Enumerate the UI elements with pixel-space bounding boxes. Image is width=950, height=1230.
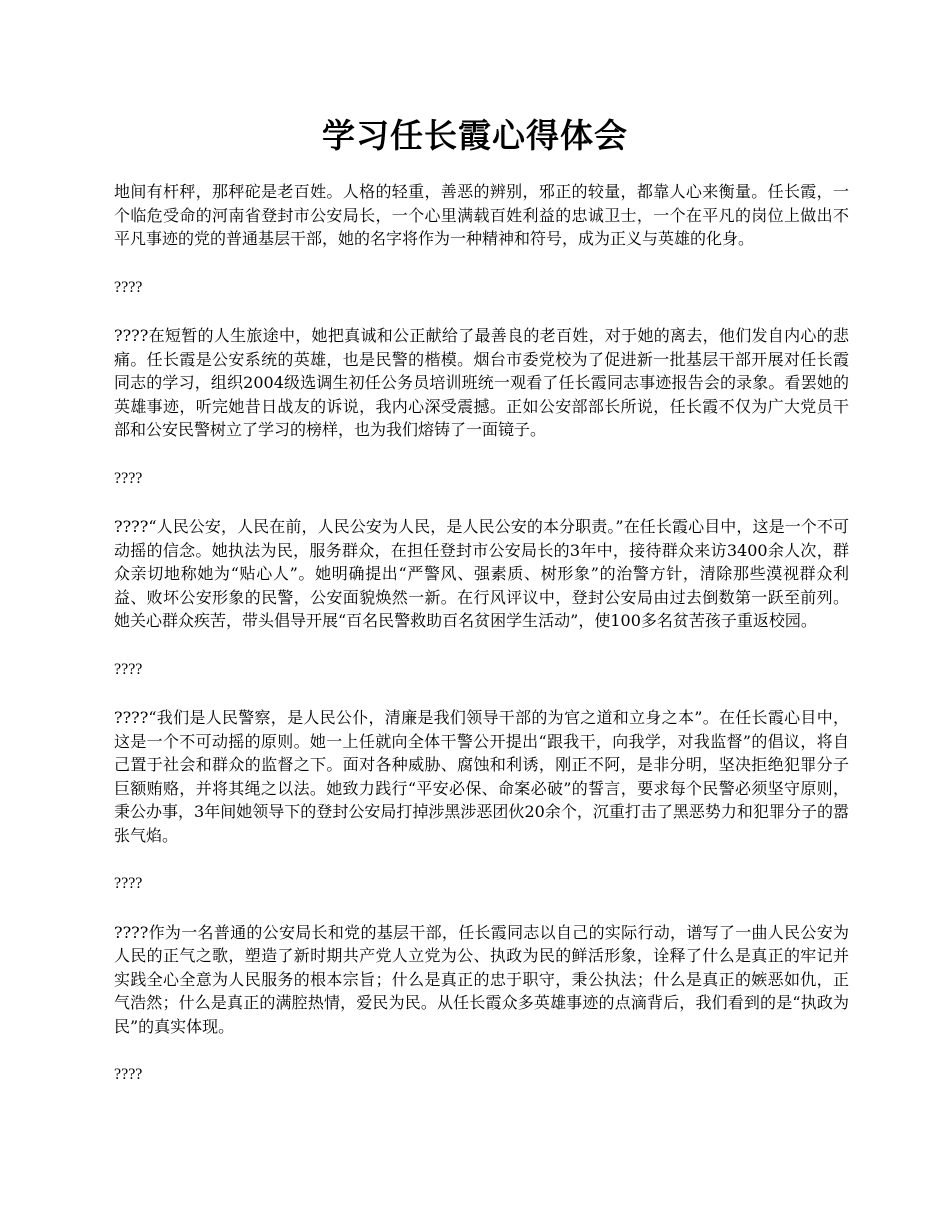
paragraph-intro: 地间有杆秤，那秤砣是老百姓。人格的轻重，善恶的辨别，邪正的较量，都靠人心来衡量。任长霞，一个临危受命的河南省登封市公安局长，一个心里满载百姓利益的忠诚卫士，一个在平凡的岗位上做出不平凡事迹的党的普通基层干部，她的名字将作为一种精神和符号，成为正义与英雄的化身。	[114, 182, 849, 248]
page-title: 学习任长霞心得体会	[322, 116, 628, 155]
placeholder-marker: ????	[114, 469, 143, 487]
placeholder-marker: ????	[114, 1066, 143, 1083]
placeholder-marker: ????	[114, 278, 143, 296]
document-body	[114, 180, 849, 1112]
placeholder-marker: ????	[114, 875, 143, 892]
paragraph-conclusion: ????作为一名普通的公安局长和党的基层干部，任长霞同志以自己的实际行动，谱写了一曲人民公安为人民的正气之歌，塑造了新时期共产党人立党为公、执政为民的鲜活形象，诠释了什么是真正的牢记并实践全心全意为人民服务的根本宗旨；什么是真正的忠于职守，秉公执法；什么是真正的嫉恶如仇，正气浩然；什么是真正的满腔热情，爱民为民。从任长霞众多英雄事迹的点滴背后，我们看到的是“执政为民”的真实体现。	[114, 922, 849, 1036]
paragraph: ????在短暂的人生旅途中，她把真诚和公正献给了最善良的老百姓，对于她的离去，他们发自内心的悲痛。任长霞是公安系统的英雄，也是民警的楷模。烟台市委党校为了促进新一批基层干部开展对任长霞同志的学习，组织2004级选调生初任公务员培训班统一观看了任长霞同志事迹报告会的录象。看罢她的英雄事迹，听完她昔日战友的诉说，我内心深受震撼。正如公安部部长所说，任长霞不仅为广大党员干部和公安民警树立了学习的榜样，也为我们熔铸了一面镜子。	[114, 326, 849, 439]
paragraph: ????“人民公安，人民在前，人民公安为人民，是人民公安的本分职责。”在任长霞心目中，这是一个不可动摇的信念。她执法为民，服务群众，在担任登封市公安局长的3年中，接待群众来访3400余人次，群众亲切地称她为“贴心人”。她明确提出“严警风、强素质、树形象”的治警方针，清除那些漠视群众利益、败坏公安形象的民警，公安面貌焕然一新。在行风评议中，登封公安局由过去倒数第一跃至前列。她关心群众疾苦，带头倡导开展“百名民警救助百名贫困学生活动”，使100多名贫苦孩子重返校园。	[114, 517, 849, 630]
placeholder-marker: ????	[114, 660, 143, 678]
paragraph: ????“我们是人民警察，是人民公仆，清廉是我们领导干部的为官之道和立身之本”。在任长霞心目中，这是一个不可动摇的原则。她一上任就向全体干警公开提出“跟我干，向我学，对我监督”的倡议，将自己置于社会和群众的监督之下。面对各种威胁、腐蚀和利诱，刚正不阿，是非分明，坚决拒绝犯罪分子巨额贿赂，并将其绳之以法。她致力践行“平安必保、命案必破”的誓言，要求每个民警必须坚守原则，秉公办事，3年间她领导下的登封公安局打掉涉黑涉恶团伙20余个，沉重打击了黑恶势力和犯罪分子的嚣张气焰。	[114, 708, 849, 845]
